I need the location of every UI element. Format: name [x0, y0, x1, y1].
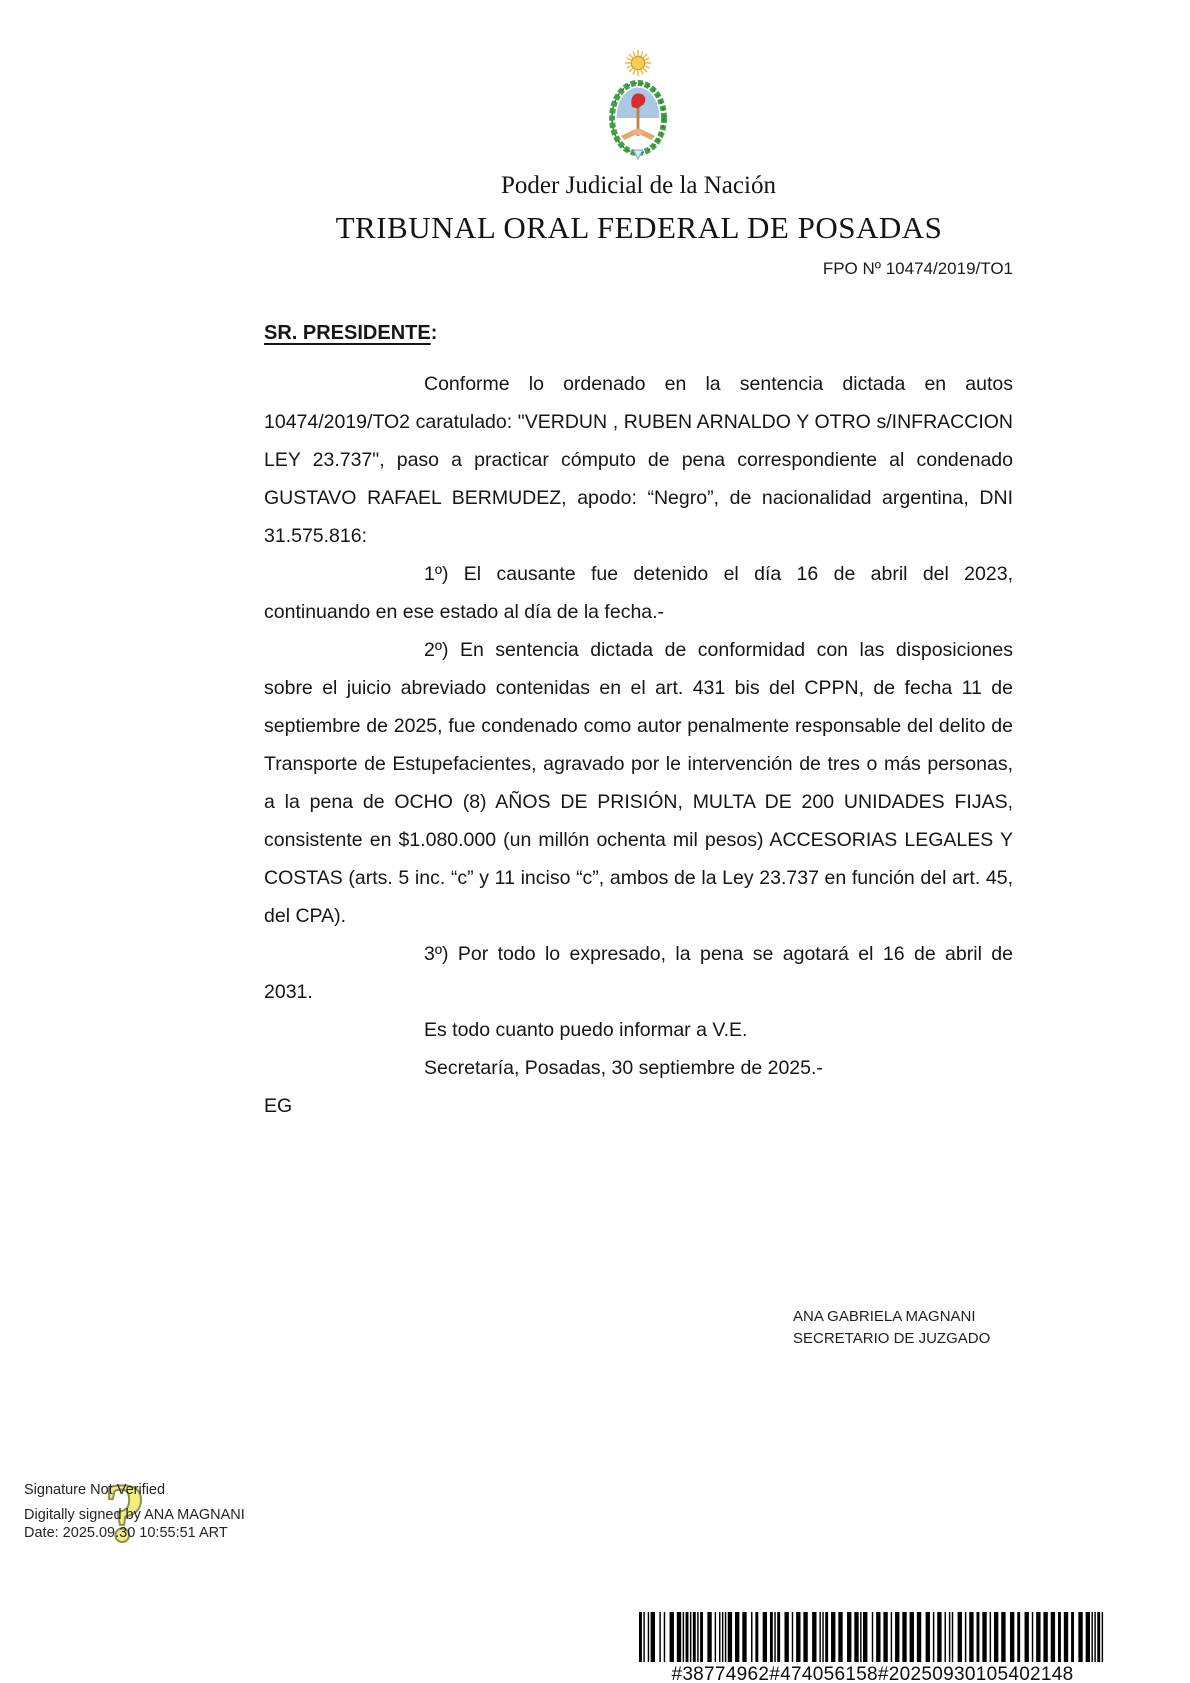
digital-signature-stamp — [24, 1482, 344, 1542]
paragraph-point-2: 2º) En sentencia dictada de conformidad con las disposiciones sobre el juicio abreviado contenidas en el art. 431 bis del CPPN, de fecha 11 de septiembre de 2025, fue condenado como autor penalmente responsable del delito de Transporte de Estupefacientes, agravado por le intervención de tres o más personas, a la pena de OCHO (8) AÑOS DE PRISIÓN, MULTA DE 200 UNIDADES FIJAS, consistente en $1.080.000 (un millón ochenta mil pesos) ACCESORIAS LEGALES Y COSTAS (arts. 5 inc. “c” y 11 inciso “c”, ambos de la Ley 23.737 en función del art. 45, del CPA). — [264, 639, 1013, 927]
paragraph-closing: Es todo cuanto puedo informar a V.E. — [424, 1019, 748, 1041]
institution-title: Poder Judicial de la Nación — [501, 172, 776, 199]
signatory-name: ANA GABRIELA MAGNANI — [793, 1308, 976, 1325]
signature-date: Date: 2025.09.30 10:55:51 ART — [24, 1524, 228, 1541]
salutation — [264, 314, 1013, 352]
signature-block — [793, 1306, 990, 1350]
signatory-title: SECRETARIO DE JUZGADO — [793, 1330, 991, 1347]
barcode-text: #38774962#474056158#20250930105402148 — [671, 1664, 1074, 1683]
paragraph-point-1: 1º) El causante fue detenido el día 16 de abril del 2023, continuando en ese estado al día de la fecha.- — [264, 563, 1013, 623]
salutation-colon: : — [430, 322, 438, 344]
signature-status: Signature Not Verified — [24, 1482, 166, 1498]
signature-signed-by: Digitally signed by ANA MAGNANI — [24, 1507, 245, 1523]
paragraph-initials: EG — [264, 1095, 293, 1117]
barcode — [639, 1612, 1106, 1683]
barcode-bars-icon — [639, 1612, 1106, 1662]
case-number: FPO Nº 10474/2019/TO1 — [822, 259, 1013, 278]
paragraph-point-3: 3º) Por todo lo expresado, la pena se agotará el 16 de abril de 2031. — [264, 943, 1013, 1003]
paragraph-intro: Conforme lo ordenado en la sentencia dictada en autos 10474/2019/TO2 caratulado: "VERDUN , RUBEN ARNALDO Y OTRO s/INFRACCION LEY 23.737", paso a practicar cómputo de pena correspondiente al condenado GUSTAVO RAFAEL BERMUDEZ, apodo: “Negro”, de nacionalidad argentina, DNI 31.575.816: — [264, 373, 1013, 547]
document-body — [264, 314, 1013, 1125]
court-title: TRIBUNAL ORAL FEDERAL DE POSADAS — [335, 210, 943, 245]
signature-question-mark-icon: ? — [104, 1467, 146, 1560]
paragraph-dateline: Secretaría, Posadas, 30 septiembre de 2025.- — [424, 1057, 823, 1079]
salutation-text: SR. PRESIDENTE — [264, 322, 431, 344]
argentina-coat-of-arms-icon — [597, 50, 679, 172]
